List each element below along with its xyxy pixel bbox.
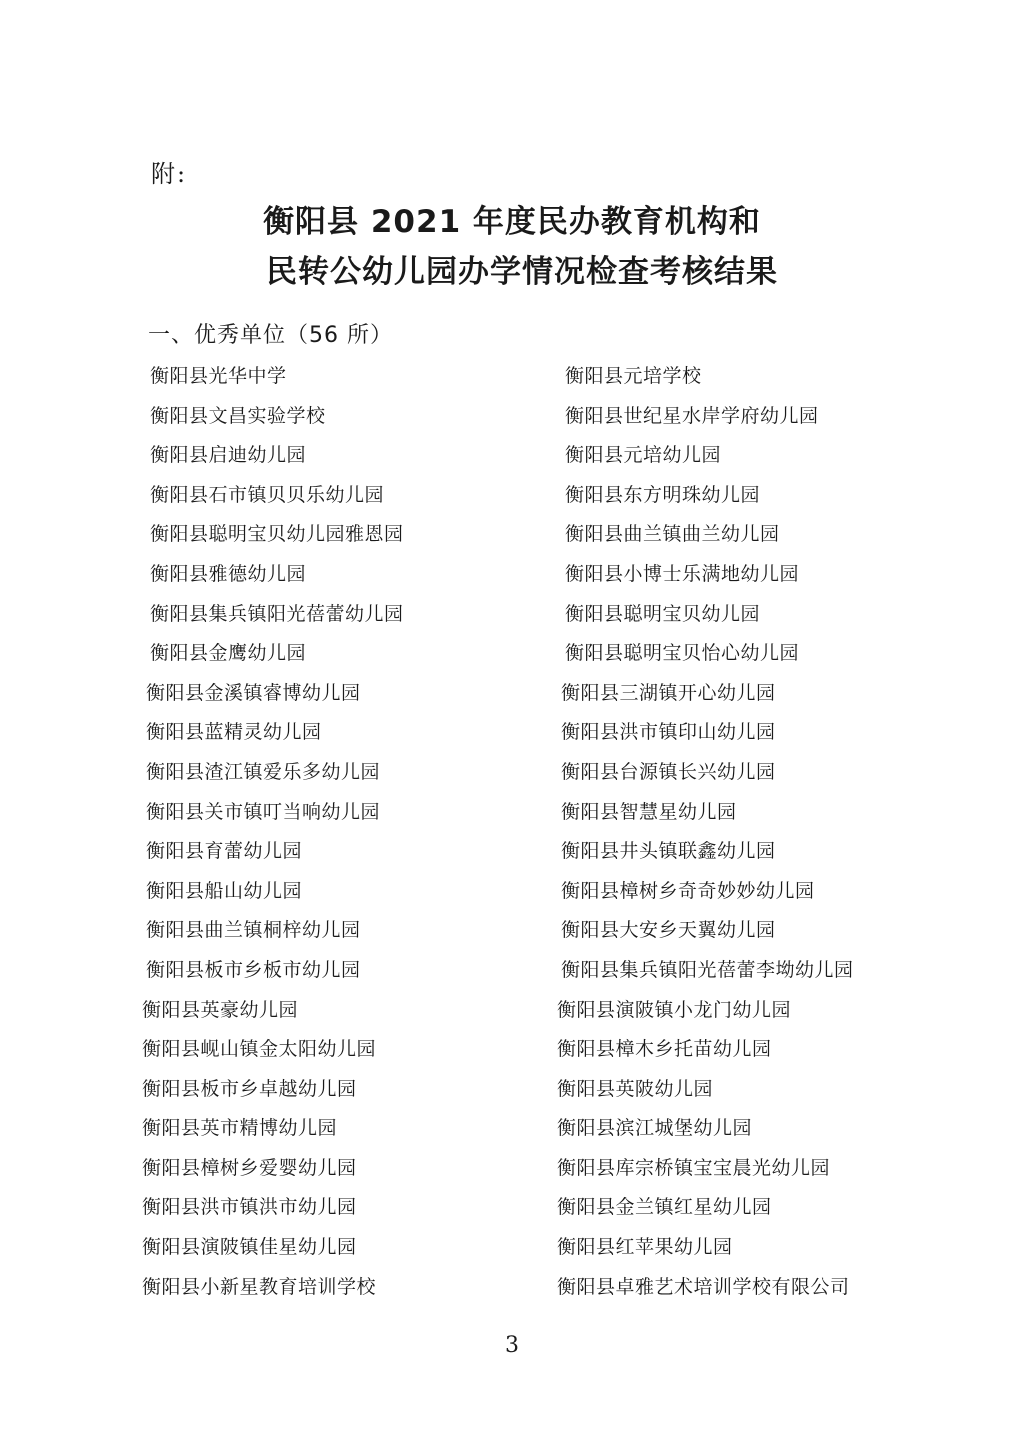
document-title-line1: 衡阳县 2021 年度民办教育机构和 — [263, 204, 761, 240]
document-title-line2: 民转公幼儿园办学情况检查考核结果 — [266, 254, 778, 290]
school-list-item: 衡阳县东方明珠幼儿园 — [565, 483, 761, 506]
school-list-item: 衡阳县启迪幼儿园 — [150, 444, 307, 467]
school-list-item: 衡阳县小新星教育培训学校 — [142, 1275, 377, 1298]
school-list-item: 衡阳县演陂镇小龙门幼儿园 — [557, 998, 792, 1021]
school-list-item: 衡阳县小博士乐满地幼儿园 — [565, 562, 800, 585]
school-list-item: 衡阳县蓝精灵幼儿园 — [146, 721, 322, 744]
school-list-item: 衡阳县元培幼儿园 — [565, 444, 722, 467]
school-list-item: 衡阳县洪市镇印山幼儿园 — [561, 721, 776, 744]
school-list-item: 衡阳县滨江城堡幼儿园 — [557, 1117, 753, 1140]
school-list-item: 衡阳县三湖镇开心幼儿园 — [561, 681, 776, 704]
school-list-item: 衡阳县岘山镇金太阳幼儿园 — [142, 1038, 377, 1061]
school-list-item: 衡阳县英市精博幼儿园 — [142, 1117, 338, 1140]
school-list-item: 衡阳县板市乡卓越幼儿园 — [142, 1077, 357, 1100]
school-list-item: 衡阳县英陂幼儿园 — [557, 1077, 714, 1100]
school-list-item: 衡阳县聪明宝贝怡心幼儿园 — [565, 642, 800, 665]
school-list-item: 衡阳县红苹果幼儿园 — [557, 1236, 733, 1259]
school-list-item: 衡阳县库宗桥镇宝宝晨光幼儿园 — [557, 1156, 831, 1179]
school-list-item: 衡阳县船山幼儿园 — [146, 879, 303, 902]
school-list-item: 衡阳县金溪镇睿博幼儿园 — [146, 681, 361, 704]
page-number: 3 — [505, 1333, 519, 1358]
school-list-item: 衡阳县集兵镇阳光蓓蕾幼儿园 — [150, 602, 404, 625]
school-list-item: 衡阳县关市镇叮当响幼儿园 — [146, 800, 381, 823]
school-list-item: 衡阳县樟木乡托苗幼儿园 — [557, 1038, 772, 1061]
school-list-item: 衡阳县井头镇联鑫幼儿园 — [561, 840, 776, 863]
school-list-item: 衡阳县洪市镇洪市幼儿园 — [142, 1196, 357, 1219]
school-list-item: 衡阳县文昌实验学校 — [150, 404, 326, 427]
school-list-item: 衡阳县曲兰镇桐梓幼儿园 — [146, 919, 361, 942]
school-list-item: 衡阳县聪明宝贝幼儿园 — [565, 602, 761, 625]
school-list-item: 衡阳县渣江镇爱乐多幼儿园 — [146, 760, 381, 783]
school-list-item: 衡阳县曲兰镇曲兰幼儿园 — [565, 523, 780, 546]
school-list-item: 衡阳县元培学校 — [565, 365, 702, 387]
section-heading: 一、优秀单位（56 所） — [148, 323, 393, 348]
school-list-item: 衡阳县智慧星幼儿园 — [561, 800, 737, 823]
school-list-item: 衡阳县台源镇长兴幼儿园 — [561, 760, 776, 783]
school-list-item: 衡阳县英豪幼儿园 — [142, 998, 299, 1021]
school-list-item: 衡阳县雅德幼儿园 — [150, 562, 307, 585]
school-list-item: 衡阳县樟树乡爱婴幼儿园 — [142, 1156, 357, 1179]
attachment-label: 附: — [151, 160, 188, 188]
school-list-item: 衡阳县演陂镇佳星幼儿园 — [142, 1236, 357, 1259]
school-list-item: 衡阳县大安乡天翼幼儿园 — [561, 919, 776, 942]
school-list-item: 衡阳县樟树乡奇奇妙妙幼儿园 — [561, 879, 815, 902]
school-list-item: 衡阳县光华中学 — [150, 365, 287, 387]
school-list-item: 衡阳县集兵镇阳光蓓蕾李坳幼儿园 — [561, 958, 854, 981]
school-list-item: 衡阳县板市乡板市幼儿园 — [146, 958, 361, 981]
left-column-list — [142, 360, 404, 1310]
school-list-item: 衡阳县聪明宝贝幼儿园雅恩园 — [150, 523, 404, 546]
school-list-item: 衡阳县石市镇贝贝乐幼儿园 — [150, 483, 385, 506]
school-list-item: 衡阳县世纪星水岸学府幼儿园 — [565, 404, 819, 427]
school-list-item: 衡阳县育蕾幼儿园 — [146, 840, 303, 863]
school-list-item: 衡阳县金兰镇红星幼儿园 — [557, 1196, 772, 1219]
school-list-item: 衡阳县金鹰幼儿园 — [150, 642, 307, 665]
right-column-list — [557, 360, 854, 1310]
school-list-item: 衡阳县卓雅艺术培训学校有限公司 — [557, 1275, 850, 1298]
